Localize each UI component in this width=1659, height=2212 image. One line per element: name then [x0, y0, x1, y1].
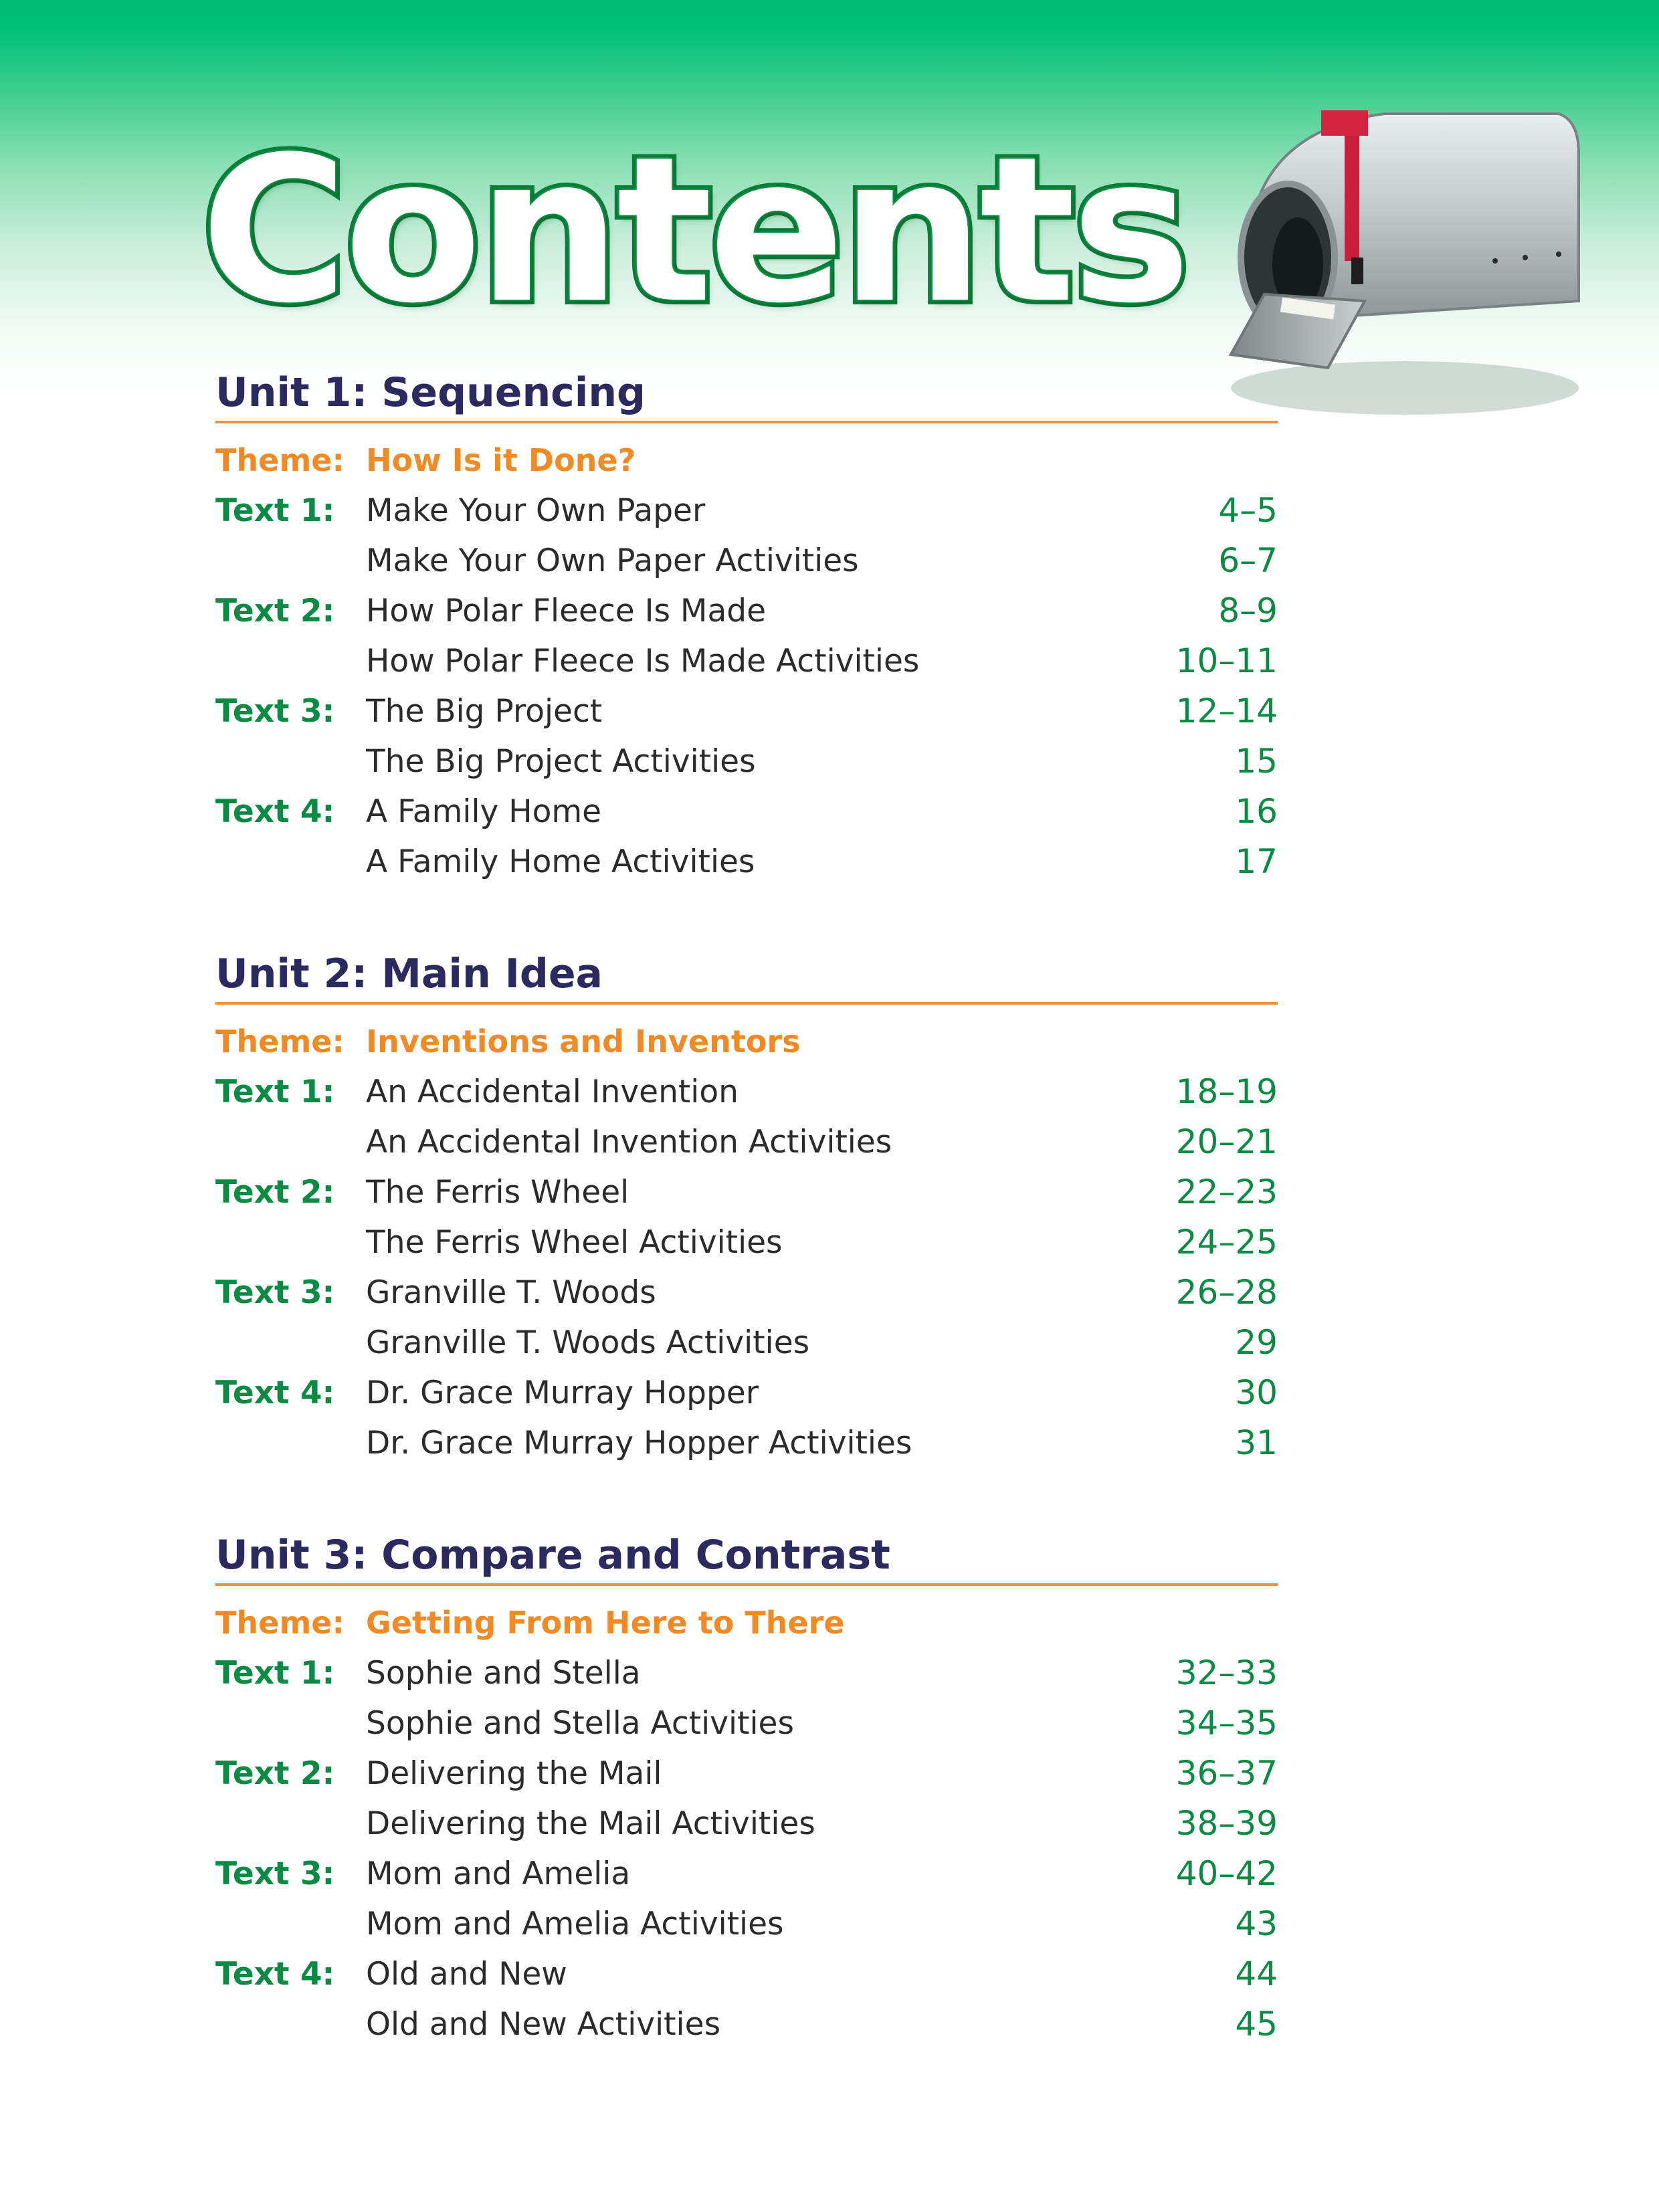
entry-title: The Big Project: [366, 693, 603, 730]
toc-entry[interactable]: [215, 1849, 1278, 1899]
entry-pages: 44: [1235, 1954, 1278, 1993]
entry-label: Text 2:: [215, 593, 335, 629]
toc-entry[interactable]: [215, 1799, 1278, 1849]
theme-title: Getting From Here to There: [366, 1605, 845, 1641]
entry-pages: 32–33: [1175, 1653, 1278, 1692]
entry-label: Text 4:: [215, 793, 335, 830]
entry-pages: 45: [1235, 2005, 1278, 2043]
unit-3-section: [215, 1527, 1278, 2049]
toc-entry[interactable]: [215, 636, 1278, 686]
entry-label: [215, 1799, 366, 1849]
entry-label: Text 1:: [215, 1074, 335, 1110]
entry-label: [215, 1999, 366, 2049]
entry-pages: 24–25: [1175, 1223, 1278, 1262]
entry-title: Dr. Grace Murray Hopper: [366, 1375, 759, 1411]
theme-row: [215, 1598, 1278, 1648]
theme-row: [215, 1017, 1278, 1067]
entry-label: Text 1:: [215, 1655, 335, 1692]
entry-title: Make Your Own Paper: [366, 492, 706, 529]
toc-entry[interactable]: [215, 1899, 1278, 1949]
entry-pages: 36–37: [1175, 1754, 1278, 1793]
toc-entry[interactable]: [215, 837, 1278, 887]
entry-title: Granville T. Woods Activities: [366, 1324, 810, 1361]
entry-pages: 20–21: [1175, 1122, 1278, 1161]
entry-pages: 38–39: [1175, 1804, 1278, 1843]
toc-entry[interactable]: [215, 586, 1278, 636]
entry-pages: 31: [1235, 1423, 1278, 1462]
entry-label: Text 4:: [215, 1956, 335, 1993]
theme-label: Theme:: [215, 442, 345, 478]
toc-entry[interactable]: [215, 536, 1278, 586]
toc-entry[interactable]: [215, 1368, 1278, 1418]
entry-title: A Family Home Activities: [366, 843, 755, 880]
entry-label: [215, 1418, 366, 1468]
entry-title: Dr. Grace Murray Hopper Activities: [366, 1425, 912, 1462]
table-of-contents: [215, 365, 1278, 2049]
entry-pages: 15: [1235, 742, 1278, 781]
entry-label: [215, 1318, 366, 1368]
toc-entry[interactable]: [215, 686, 1278, 736]
entry-label: Text 2:: [215, 1755, 335, 1792]
theme-label: Theme:: [215, 1023, 345, 1060]
toc-entry[interactable]: [215, 1698, 1278, 1748]
entry-title: Make Your Own Paper Activities: [366, 542, 859, 579]
toc-entry[interactable]: [215, 1648, 1278, 1698]
unit-2-section: [215, 946, 1278, 1468]
toc-entry[interactable]: [215, 1748, 1278, 1799]
entry-pages: 30: [1235, 1373, 1278, 1412]
unit-heading: Unit 2: Main Idea: [215, 946, 1278, 1005]
entry-pages: 12–14: [1175, 692, 1278, 730]
entry-pages: 10–11: [1175, 641, 1278, 680]
entry-pages: 16: [1235, 792, 1278, 831]
entry-title: Granville T. Woods: [366, 1274, 656, 1311]
entry-title: The Ferris Wheel Activities: [366, 1224, 783, 1261]
toc-entry[interactable]: [215, 1999, 1278, 2049]
entry-pages: 29: [1235, 1323, 1278, 1362]
entry-label: [215, 736, 366, 787]
entry-label: Text 4:: [215, 1375, 335, 1411]
entry-label: Text 3:: [215, 1274, 335, 1311]
entry-title: Sophie and Stella Activities: [366, 1705, 794, 1742]
entry-pages: 43: [1235, 1904, 1278, 1943]
entry-title: How Polar Fleece Is Made: [366, 593, 767, 629]
entry-title: Old and New: [366, 1956, 567, 1993]
toc-entry[interactable]: [215, 787, 1278, 837]
entry-pages: 18–19: [1175, 1072, 1278, 1111]
theme-row: [215, 435, 1278, 486]
toc-entry[interactable]: [215, 1418, 1278, 1468]
toc-entry[interactable]: [215, 1067, 1278, 1117]
entry-pages: 22–23: [1175, 1173, 1278, 1211]
entry-label: Text 3:: [215, 693, 335, 730]
theme-title: Inventions and Inventors: [366, 1023, 801, 1060]
entry-title: The Ferris Wheel: [366, 1174, 629, 1211]
toc-entry[interactable]: [215, 1268, 1278, 1318]
entry-label: Text 3:: [215, 1855, 335, 1892]
entry-label: Text 2:: [215, 1174, 335, 1211]
entry-label: [215, 1217, 366, 1268]
toc-entry[interactable]: [215, 1117, 1278, 1167]
entry-title: The Big Project Activities: [366, 743, 756, 780]
entry-pages: 34–35: [1175, 1704, 1278, 1742]
entry-pages: 26–28: [1175, 1273, 1278, 1312]
entry-pages: 6–7: [1218, 541, 1278, 580]
entry-label: [215, 837, 366, 887]
theme-title: How Is it Done?: [366, 442, 636, 478]
entry-label: Text 1:: [215, 492, 335, 529]
entry-title: Sophie and Stella: [366, 1655, 641, 1692]
entry-title: Mom and Amelia Activities: [366, 1906, 784, 1942]
entry-title: Delivering the Mail: [366, 1755, 662, 1792]
unit-heading: Unit 1: Sequencing: [215, 365, 1278, 423]
entry-label: [215, 1117, 366, 1167]
entry-label: [215, 1698, 366, 1748]
entry-title: An Accidental Invention Activities: [366, 1124, 892, 1161]
entry-pages: 40–42: [1175, 1854, 1278, 1893]
entry-title: Delivering the Mail Activities: [366, 1805, 815, 1842]
entry-title: Mom and Amelia: [366, 1855, 631, 1892]
unit-1-section: [215, 365, 1278, 887]
entry-pages: 17: [1235, 842, 1278, 881]
page-title: Contents: [201, 114, 1187, 347]
entry-pages: 8–9: [1218, 591, 1278, 630]
entry-title: How Polar Fleece Is Made Activities: [366, 643, 920, 680]
entry-label: [215, 536, 366, 586]
toc-entry[interactable]: [215, 736, 1278, 787]
theme-label: Theme:: [215, 1605, 345, 1641]
toc-entry[interactable]: [215, 1217, 1278, 1268]
entry-pages: 4–5: [1218, 491, 1278, 530]
entry-label: [215, 636, 366, 686]
unit-heading: Unit 3: Compare and Contrast: [215, 1527, 1278, 1586]
entry-title: An Accidental Invention: [366, 1074, 739, 1110]
toc-entry[interactable]: [215, 1167, 1278, 1217]
entry-title: A Family Home: [366, 793, 602, 830]
entry-title: Old and New Activities: [366, 2006, 721, 2043]
toc-entry[interactable]: [215, 1318, 1278, 1368]
entry-label: [215, 1899, 366, 1949]
toc-entry[interactable]: [215, 1949, 1278, 1999]
toc-entry[interactable]: [215, 486, 1278, 536]
